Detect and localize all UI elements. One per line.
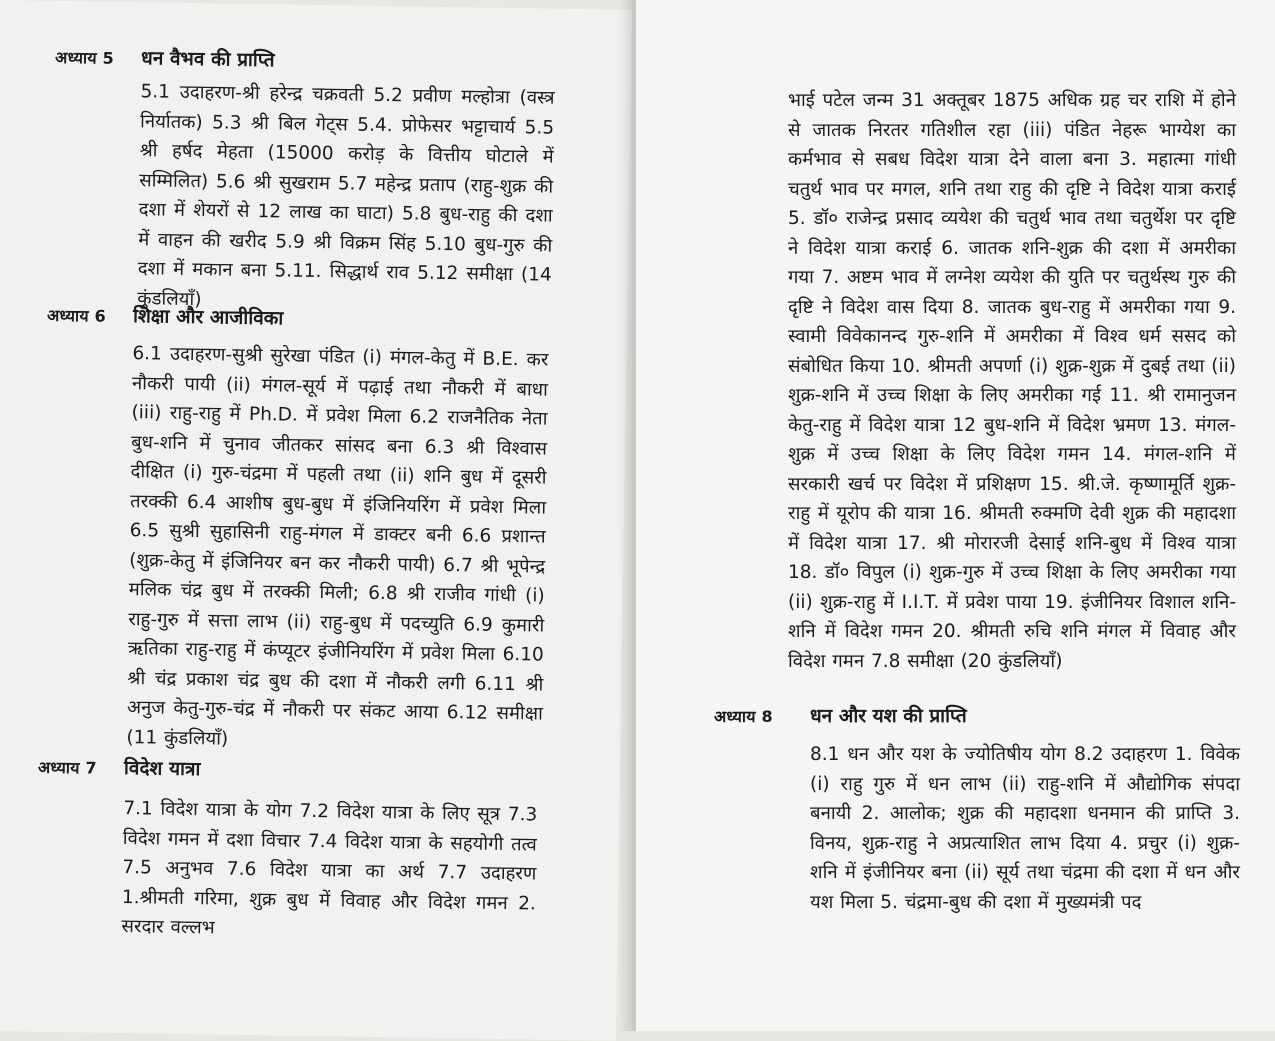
left-page xyxy=(0,0,632,1041)
chapter-label: अध्याय 8 xyxy=(714,707,773,726)
chapter-5 xyxy=(51,43,555,320)
chapter-contents: 6.1 उदाहरण-सुश्री सुरेखा पंडित (i) मंगल-केतु में B.E. कर नौकरी पायी (ii) मंगल-सूर्य में पढ़ाई तथा नौकरी में बाधा (iii) राहु-राहु में Ph.D. में प्रवेश मिला 6.2 राजनैतिक नेता बुध-शनि में चुनाव जीतकर सांसद बना 6.3 श्री विश्वास दीक्षित (i) गुरु-चंद्रमा में पहली तथा (ii) शनि बुध में दूसरी तरक्की 6.4 आशीष बुध-बुध में इंजिनियरिंग में प्रवेश मिला 6.5 सुश्री सुहासिनी राहु-मंगल में डाक्टर बनी 6.6 प्रशान्त (शुक्र-केतु में इंजिनियर बन कर नौकरी पायी) 6.7 श्री भूपेन्द्र मलिक चंद्र बुध में तरक्की मिली; 6.8 श्री राजीव गांधी (i) राहु-गुरु में सत्ता लाभ (ii) राहु-बुध में पदच्युति 6.9 कुमारी ऋतिका राहु-राहु में कंप्यूटर इंजीनियरिंग में प्रवेश मिला 6.10 श्री चंद्र प्रकाश चंद्र बुध की दशा में नौकरी लगी 6.11 श्री अनुज केतु-गुरु-चंद्र में नौकरी पर संकट आया 6.12 समीक्षा (11 कुंडलियाँ) xyxy=(126,343,549,750)
chapter-label: अध्याय 5 xyxy=(54,47,115,68)
chapter-title: धन वैभव की प्राप्ति xyxy=(140,47,275,72)
chapter-title: विदेश यात्रा xyxy=(123,757,201,781)
chapter-heading xyxy=(38,753,538,787)
chapter-heading xyxy=(55,43,555,77)
chapter-7-continuation: भाई पटेल जन्म 31 अक्तूबर 1875 अधिक ग्रह चर राशि में होने से जातक निरतर गतिशील रहा (iii) पंडित नेहरू भाग्येश का कर्मभाव से सबध विदेश यात्रा देने वाला बना 3. महात्मा गांधी चतुर्थ भाव पर मगल, शनि तथा राहु की दृष्टि ने विदेश यात्रा कराई 5. डॉ० राजेन्द्र प्रसाद व्ययेश की चतुर्थ भाव तथा चतुर्थेश पर दृष्टि ने विदेश यात्रा कराई 6. जातक शनि-शुक्र की दशा में अमरीका गया 7. अष्टम भाव में लग्नेश व्ययेश की युति पर चतुर्थस्थ गुरु की दृष्टि ने विदेश वास दिया 8. जातक बुध-राहु में अमरीका गया 9. स्वामी विवेकानन्द गुरु-शनि में अमरीका में विश्व धर्म ससद को संबोधित किया 10. श्रीमती अपर्णा (i) शुक्र-शुक्र में दुबई तथा (ii) शुक्र-शनि में उच्च शिक्षा के लिए अमरीका गई 11. श्री रामानुजन केतु-राहु में विदेश यात्रा 12 बुध-शनि में विदेश भ्रमण 13. मंगल-शुक्र में उच्च शिक्षा के लिए विदेश गमन 14. मंगल-शनि में सरकारी खर्च पर विदेश में प्रशिक्षण 15. श्री.जे. कृष्णामूर्ति शुक्र-राहु में यूरोप की यात्रा 16. श्रीमती रुक्मणि देवी शुक्र की महादशा में विदेश यात्रा 17. श्री मोरारजी देसाई शनि-बुध में विश्व यात्रा 18. डॉ० विपुल (i) शुक्र-गुरु में उच्च शिक्षा के लिए अमरीका गया (ii) शुक्र-राहु में I.I.T. में प्रवेश पाया 19. इंजीनियर विशाल शनि-शनि में विदेश गमन 20. श्रीमती रुचि शनि मंगल में विवाह और विदेश गमन 7.8 समीक्षा (20 कुंडलियाँ) xyxy=(788,90,1236,672)
chapter-7 xyxy=(35,753,538,948)
chapter-title: शिक्षा और आजीविका xyxy=(132,305,284,330)
chapter-6 xyxy=(40,301,549,759)
chapter-label: अध्याय 6 xyxy=(46,305,107,326)
right-page xyxy=(636,0,1275,1031)
chapter-contents: 7.1 विदेश यात्रा के योग 7.2 विदेश यात्रा के लिए सूत्र 7.3 विदेश गमन में दशा विचार 7.4 विदेश यात्रा के सहयोगी तत्व 7.5 अनुभव 7.6 विदेश यात्रा का अर्थ 7.7 उदाहरण 1.श्रीमती गरिमा, शुक्र बुध में विवाह और विदेश गमन 2. सरदार वल्लभ xyxy=(121,798,538,939)
chapter-title: धन और यश की प्राप्ति xyxy=(810,705,967,727)
chapter-label: अध्याय 7 xyxy=(37,757,97,778)
chapter-8 xyxy=(714,702,1240,917)
chapter-contents: 5.1 उदाहरण-श्री हरेन्द्र चक्रवती 5.2 प्रवीण मल्होत्रा (वस्त्र निर्यातक) 5.3 श्री बिल गेट्स 5.4. प्रोफेसर भट्टाचार्य 5.5 श्री हर्षद मेहता (15000 करोड़ के वित्तीय घोटाले में सम्मिलित) 5.6 श्री सुखराम 5.7 महेन्द्र प्रताप (राहु-शुक्र की दशा में शेयरों से 12 लाख का घाटा) 5.8 बुध-राहु की दशा में वाहन की खरीद 5.9 श्री विक्रम सिंह 5.10 बुध-गुरु की दशा में मकान बना 5.11. सिद्धार्थ राव 5.12 समीक्षा (14 कुंडलियाँ) xyxy=(137,81,555,310)
chapter-contents: 8.1 धन और यश के ज्योतिषीय योग 8.2 उदाहरण 1. विवेक (i) राहु गुरु में धन लाभ (ii) राहु-शनि में औद्योगिक संपदा बनायी 2. आलोक; शुक्र की महादशा धनमान की प्राप्ति 3. विनय, शुक्र-राहु ने अप्रत्याशित लाभ दिया 4. प्रचुर (i) शुक्र-शनि में इंजीनियर बना (ii) सूर्य तथा चंद्रमा की दशा में धन और यश मिला 5. चंद्रमा-बुध की दशा में मुख्यमंत्री पद xyxy=(810,744,1240,913)
chapter-heading xyxy=(714,702,1240,728)
